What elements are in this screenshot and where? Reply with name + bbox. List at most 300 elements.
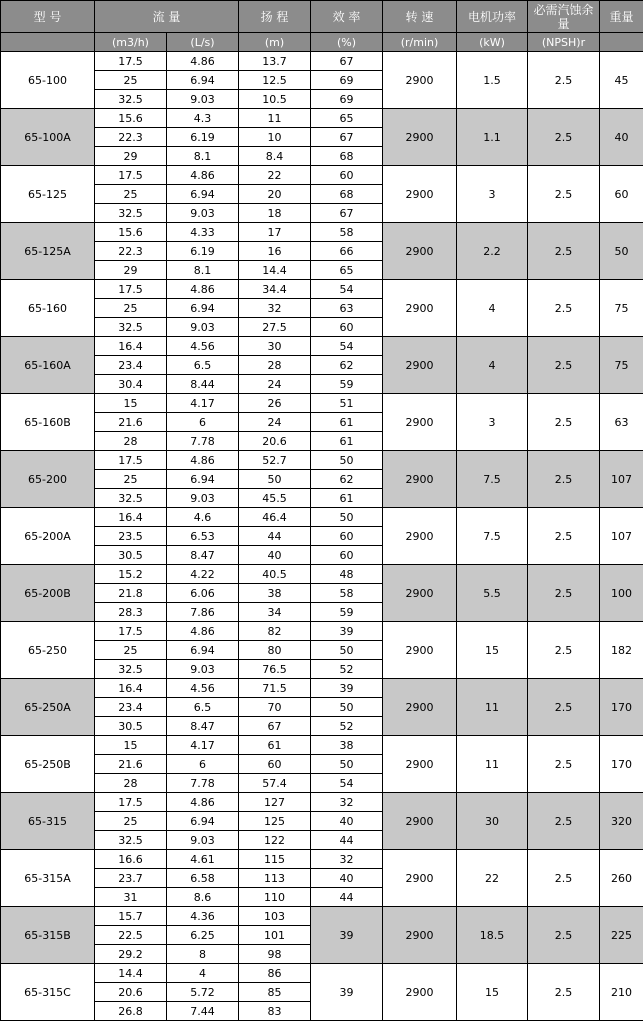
npsh-cell: 2.5 (528, 850, 600, 907)
model-name-cell: 65-250B (1, 736, 95, 793)
head-cell: 40 (239, 546, 311, 565)
table-row (1, 907, 643, 926)
head-cell: 52.7 (239, 451, 311, 470)
efficiency-cell: 50 (311, 755, 383, 774)
npsh-cell: 2.5 (528, 109, 600, 166)
flow-ls-cell: 9.03 (167, 204, 239, 223)
model-name-cell: 65-160B (1, 394, 95, 451)
npsh-cell: 2.5 (528, 565, 600, 622)
head-cell: 101 (239, 926, 311, 945)
model-name-cell: 65-250A (1, 679, 95, 736)
npsh-cell: 2.5 (528, 166, 600, 223)
efficiency-cell: 38 (311, 736, 383, 755)
flow-ls-cell: 6.25 (167, 926, 239, 945)
flow-m3h-cell: 32.5 (95, 489, 167, 508)
flow-m3h-cell: 23.5 (95, 527, 167, 546)
flow-m3h-cell: 15 (95, 394, 167, 413)
flow-m3h-cell: 17.5 (95, 166, 167, 185)
efficiency-cell: 61 (311, 489, 383, 508)
efficiency-cell: 62 (311, 356, 383, 375)
table-row (1, 679, 643, 698)
efficiency-cell: 40 (311, 869, 383, 888)
npsh-cell: 2.5 (528, 508, 600, 565)
model-group (1, 223, 643, 280)
model-group (1, 736, 643, 793)
header-efficiency: 效 率 (311, 1, 383, 33)
table-row (1, 622, 643, 641)
efficiency-cell: 59 (311, 375, 383, 394)
unit-model-blank (1, 33, 95, 52)
flow-ls-cell: 6.06 (167, 584, 239, 603)
flow-ls-cell: 8 (167, 945, 239, 964)
flow-m3h-cell: 25 (95, 812, 167, 831)
head-cell: 16 (239, 242, 311, 261)
efficiency-cell: 40 (311, 812, 383, 831)
flow-m3h-cell: 16.4 (95, 679, 167, 698)
model-name-cell: 65-315B (1, 907, 95, 964)
efficiency-cell: 68 (311, 147, 383, 166)
flow-ls-cell: 8.1 (167, 261, 239, 280)
unit-flow-m3h: (m3/h) (95, 33, 167, 52)
head-cell: 71.5 (239, 679, 311, 698)
npsh-cell: 2.5 (528, 280, 600, 337)
flow-ls-cell: 9.03 (167, 831, 239, 850)
flow-m3h-cell: 25 (95, 185, 167, 204)
table-row (1, 793, 643, 812)
npsh-cell: 2.5 (528, 679, 600, 736)
efficiency-cell: 48 (311, 565, 383, 584)
unit-efficiency: (%) (311, 33, 383, 52)
efficiency-cell: 51 (311, 394, 383, 413)
efficiency-cell: 60 (311, 527, 383, 546)
head-cell: 110 (239, 888, 311, 907)
model-group (1, 850, 643, 907)
head-cell: 14.4 (239, 261, 311, 280)
model-name-cell: 65-315C (1, 964, 95, 1021)
model-group (1, 166, 643, 223)
model-group (1, 508, 643, 565)
flow-ls-cell: 9.03 (167, 660, 239, 679)
speed-cell: 2900 (383, 223, 457, 280)
efficiency-cell: 60 (311, 166, 383, 185)
table-row (1, 166, 643, 185)
speed-cell: 2900 (383, 508, 457, 565)
npsh-cell: 2.5 (528, 964, 600, 1021)
efficiency-cell: 61 (311, 432, 383, 451)
efficiency-cell: 32 (311, 850, 383, 869)
speed-cell: 2900 (383, 793, 457, 850)
model-group (1, 679, 643, 736)
model-name-cell: 65-125 (1, 166, 95, 223)
head-cell: 26 (239, 394, 311, 413)
model-group (1, 109, 643, 166)
weight-cell: 107 (600, 508, 643, 565)
efficiency-cell: 61 (311, 413, 383, 432)
head-cell: 40.5 (239, 565, 311, 584)
efficiency-cell: 67 (311, 52, 383, 71)
flow-m3h-cell: 29.2 (95, 945, 167, 964)
weight-cell: 60 (600, 166, 643, 223)
flow-m3h-cell: 25 (95, 641, 167, 660)
speed-cell: 2900 (383, 52, 457, 109)
head-cell: 28 (239, 356, 311, 375)
head-cell: 50 (239, 470, 311, 489)
power-cell: 7.5 (457, 451, 528, 508)
flow-ls-cell: 6.94 (167, 71, 239, 90)
power-cell: 7.5 (457, 508, 528, 565)
weight-cell: 320 (600, 793, 643, 850)
unit-flow-ls: (L/s) (167, 33, 239, 52)
npsh-cell: 2.5 (528, 451, 600, 508)
flow-ls-cell: 4.22 (167, 565, 239, 584)
flow-m3h-cell: 31 (95, 888, 167, 907)
flow-m3h-cell: 21.6 (95, 755, 167, 774)
model-group (1, 451, 643, 508)
head-cell: 20.6 (239, 432, 311, 451)
flow-m3h-cell: 15 (95, 736, 167, 755)
speed-cell: 2900 (383, 451, 457, 508)
efficiency-cell: 50 (311, 508, 383, 527)
flow-ls-cell: 6.5 (167, 356, 239, 375)
speed-cell: 2900 (383, 622, 457, 679)
efficiency-cell: 67 (311, 204, 383, 223)
model-name-cell: 65-315A (1, 850, 95, 907)
flow-m3h-cell: 29 (95, 261, 167, 280)
flow-m3h-cell: 22.5 (95, 926, 167, 945)
head-cell: 103 (239, 907, 311, 926)
flow-ls-cell: 4.86 (167, 280, 239, 299)
model-name-cell: 65-160A (1, 337, 95, 394)
unit-weight-blank (600, 33, 643, 52)
efficiency-cell: 68 (311, 185, 383, 204)
table-row (1, 736, 643, 755)
flow-ls-cell: 6.53 (167, 527, 239, 546)
flow-ls-cell: 9.03 (167, 318, 239, 337)
flow-m3h-cell: 23.7 (95, 869, 167, 888)
model-name-cell: 65-200B (1, 565, 95, 622)
speed-cell: 2900 (383, 109, 457, 166)
speed-cell: 2900 (383, 736, 457, 793)
efficiency-cell: 44 (311, 888, 383, 907)
weight-cell: 170 (600, 736, 643, 793)
head-cell: 80 (239, 641, 311, 660)
head-cell: 86 (239, 964, 311, 983)
efficiency-cell: 44 (311, 831, 383, 850)
flow-ls-cell: 7.78 (167, 774, 239, 793)
head-cell: 10 (239, 128, 311, 147)
model-name-cell: 65-100 (1, 52, 95, 109)
head-cell: 34 (239, 603, 311, 622)
head-cell: 38 (239, 584, 311, 603)
weight-cell: 63 (600, 394, 643, 451)
efficiency-cell: 62 (311, 470, 383, 489)
npsh-cell: 2.5 (528, 907, 600, 964)
speed-cell: 2900 (383, 964, 457, 1021)
power-cell: 11 (457, 679, 528, 736)
flow-ls-cell: 8.6 (167, 888, 239, 907)
table-row (1, 223, 643, 242)
speed-cell: 2900 (383, 280, 457, 337)
flow-m3h-cell: 22.3 (95, 242, 167, 261)
flow-m3h-cell: 25 (95, 299, 167, 318)
head-cell: 8.4 (239, 147, 311, 166)
npsh-cell: 2.5 (528, 622, 600, 679)
flow-m3h-cell: 32.5 (95, 204, 167, 223)
flow-ls-cell: 4.86 (167, 451, 239, 470)
flow-ls-cell: 4.61 (167, 850, 239, 869)
flow-ls-cell: 6.19 (167, 242, 239, 261)
model-group (1, 280, 643, 337)
power-cell: 3 (457, 166, 528, 223)
efficiency-cell: 39 (311, 907, 383, 964)
flow-ls-cell: 8.47 (167, 546, 239, 565)
npsh-cell: 2.5 (528, 793, 600, 850)
head-cell: 46.4 (239, 508, 311, 527)
unit-power: (kW) (457, 33, 528, 52)
head-cell: 18 (239, 204, 311, 223)
weight-cell: 170 (600, 679, 643, 736)
flow-ls-cell: 4.86 (167, 622, 239, 641)
speed-cell: 2900 (383, 679, 457, 736)
flow-m3h-cell: 25 (95, 71, 167, 90)
flow-ls-cell: 7.86 (167, 603, 239, 622)
flow-m3h-cell: 21.6 (95, 413, 167, 432)
flow-ls-cell: 6 (167, 755, 239, 774)
flow-ls-cell: 6.94 (167, 641, 239, 660)
efficiency-cell: 60 (311, 318, 383, 337)
model-name-cell: 65-125A (1, 223, 95, 280)
head-cell: 67 (239, 717, 311, 736)
header-power: 电机功率 (457, 1, 528, 33)
power-cell: 2.2 (457, 223, 528, 280)
weight-cell: 40 (600, 109, 643, 166)
weight-cell: 225 (600, 907, 643, 964)
head-cell: 98 (239, 945, 311, 964)
flow-m3h-cell: 25 (95, 470, 167, 489)
table-row (1, 337, 643, 356)
efficiency-cell: 58 (311, 223, 383, 242)
flow-m3h-cell: 30.5 (95, 546, 167, 565)
model-group (1, 52, 643, 109)
efficiency-cell: 58 (311, 584, 383, 603)
head-cell: 11 (239, 109, 311, 128)
head-cell: 24 (239, 413, 311, 432)
table-row (1, 565, 643, 584)
head-cell: 45.5 (239, 489, 311, 508)
power-cell: 15 (457, 622, 528, 679)
weight-cell: 45 (600, 52, 643, 109)
head-cell: 122 (239, 831, 311, 850)
flow-m3h-cell: 16.4 (95, 337, 167, 356)
power-cell: 4 (457, 280, 528, 337)
header-head: 扬 程 (239, 1, 311, 33)
flow-m3h-cell: 17.5 (95, 52, 167, 71)
speed-cell: 2900 (383, 166, 457, 223)
table-row (1, 508, 643, 527)
head-cell: 60 (239, 755, 311, 774)
power-cell: 15 (457, 964, 528, 1021)
flow-m3h-cell: 17.5 (95, 451, 167, 470)
head-cell: 57.4 (239, 774, 311, 793)
flow-m3h-cell: 15.7 (95, 907, 167, 926)
flow-ls-cell: 8.1 (167, 147, 239, 166)
head-cell: 70 (239, 698, 311, 717)
speed-cell: 2900 (383, 337, 457, 394)
flow-m3h-cell: 28.3 (95, 603, 167, 622)
flow-m3h-cell: 32.5 (95, 318, 167, 337)
flow-ls-cell: 4.17 (167, 736, 239, 755)
speed-cell: 2900 (383, 850, 457, 907)
power-cell: 30 (457, 793, 528, 850)
model-name-cell: 65-100A (1, 109, 95, 166)
power-cell: 11 (457, 736, 528, 793)
flow-m3h-cell: 15.6 (95, 109, 167, 128)
head-cell: 27.5 (239, 318, 311, 337)
model-name-cell: 65-250 (1, 622, 95, 679)
flow-m3h-cell: 21.8 (95, 584, 167, 603)
flow-ls-cell: 6.94 (167, 185, 239, 204)
efficiency-cell: 32 (311, 793, 383, 812)
flow-ls-cell: 6.94 (167, 812, 239, 831)
table-row (1, 280, 643, 299)
unit-head: (m) (239, 33, 311, 52)
model-name-cell: 65-200A (1, 508, 95, 565)
model-name-cell: 65-160 (1, 280, 95, 337)
table-header (1, 1, 643, 52)
unit-npsh: (NPSH)r (528, 33, 600, 52)
model-group (1, 565, 643, 622)
flow-ls-cell: 4.86 (167, 793, 239, 812)
table-row (1, 964, 643, 983)
model-group (1, 394, 643, 451)
table-row (1, 109, 643, 128)
flow-m3h-cell: 30.4 (95, 375, 167, 394)
efficiency-cell: 52 (311, 660, 383, 679)
flow-ls-cell: 8.47 (167, 717, 239, 736)
flow-ls-cell: 5.72 (167, 983, 239, 1002)
weight-cell: 100 (600, 565, 643, 622)
flow-m3h-cell: 28 (95, 774, 167, 793)
flow-m3h-cell: 16.6 (95, 850, 167, 869)
table-row (1, 451, 643, 470)
power-cell: 4 (457, 337, 528, 394)
header-npsh: 必需汽蚀余量 (528, 1, 600, 33)
head-cell: 82 (239, 622, 311, 641)
weight-cell: 210 (600, 964, 643, 1021)
flow-m3h-cell: 28 (95, 432, 167, 451)
flow-ls-cell: 6.5 (167, 698, 239, 717)
flow-m3h-cell: 15.6 (95, 223, 167, 242)
weight-cell: 107 (600, 451, 643, 508)
flow-m3h-cell: 32.5 (95, 660, 167, 679)
efficiency-cell: 39 (311, 622, 383, 641)
flow-m3h-cell: 32.5 (95, 831, 167, 850)
model-name-cell: 65-315 (1, 793, 95, 850)
power-cell: 3 (457, 394, 528, 451)
efficiency-cell: 67 (311, 128, 383, 147)
power-cell: 18.5 (457, 907, 528, 964)
flow-ls-cell: 8.44 (167, 375, 239, 394)
table-row (1, 850, 643, 869)
efficiency-cell: 69 (311, 90, 383, 109)
power-cell: 1.1 (457, 109, 528, 166)
speed-cell: 2900 (383, 394, 457, 451)
flow-ls-cell: 9.03 (167, 489, 239, 508)
efficiency-cell: 54 (311, 337, 383, 356)
flow-m3h-cell: 17.5 (95, 793, 167, 812)
weight-cell: 182 (600, 622, 643, 679)
head-cell: 12.5 (239, 71, 311, 90)
flow-m3h-cell: 26.8 (95, 1002, 167, 1021)
efficiency-cell: 54 (311, 774, 383, 793)
flow-m3h-cell: 15.2 (95, 565, 167, 584)
head-cell: 20 (239, 185, 311, 204)
model-group (1, 793, 643, 850)
head-cell: 13.7 (239, 52, 311, 71)
header-speed: 转 速 (383, 1, 457, 33)
efficiency-cell: 50 (311, 698, 383, 717)
table-row (1, 52, 643, 71)
efficiency-cell: 50 (311, 451, 383, 470)
flow-ls-cell: 4.3 (167, 109, 239, 128)
flow-ls-cell: 6.58 (167, 869, 239, 888)
weight-cell: 260 (600, 850, 643, 907)
efficiency-cell: 52 (311, 717, 383, 736)
flow-ls-cell: 4.6 (167, 508, 239, 527)
flow-m3h-cell: 23.4 (95, 698, 167, 717)
flow-m3h-cell: 14.4 (95, 964, 167, 983)
flow-m3h-cell: 16.4 (95, 508, 167, 527)
efficiency-cell: 69 (311, 71, 383, 90)
weight-cell: 50 (600, 223, 643, 280)
npsh-cell: 2.5 (528, 337, 600, 394)
efficiency-cell: 60 (311, 546, 383, 565)
flow-ls-cell: 6 (167, 413, 239, 432)
head-cell: 17 (239, 223, 311, 242)
head-cell: 44 (239, 527, 311, 546)
efficiency-cell: 59 (311, 603, 383, 622)
efficiency-cell: 54 (311, 280, 383, 299)
table-row (1, 394, 643, 413)
head-cell: 83 (239, 1002, 311, 1021)
power-cell: 22 (457, 850, 528, 907)
flow-ls-cell: 4.17 (167, 394, 239, 413)
flow-m3h-cell: 30.5 (95, 717, 167, 736)
head-cell: 10.5 (239, 90, 311, 109)
model-group (1, 337, 643, 394)
flow-m3h-cell: 23.4 (95, 356, 167, 375)
head-cell: 30 (239, 337, 311, 356)
flow-m3h-cell: 17.5 (95, 280, 167, 299)
head-cell: 125 (239, 812, 311, 831)
flow-m3h-cell: 22.3 (95, 128, 167, 147)
flow-ls-cell: 4.86 (167, 166, 239, 185)
model-group (1, 964, 643, 1021)
flow-ls-cell: 7.44 (167, 1002, 239, 1021)
flow-ls-cell: 6.94 (167, 470, 239, 489)
speed-cell: 2900 (383, 907, 457, 964)
flow-m3h-cell: 17.5 (95, 622, 167, 641)
header-flow: 流 量 (95, 1, 239, 33)
header-weight: 重量 (600, 1, 643, 33)
efficiency-cell: 65 (311, 109, 383, 128)
header-model: 型 号 (1, 1, 95, 33)
head-cell: 127 (239, 793, 311, 812)
flow-m3h-cell: 29 (95, 147, 167, 166)
npsh-cell: 2.5 (528, 394, 600, 451)
speed-cell: 2900 (383, 565, 457, 622)
head-cell: 24 (239, 375, 311, 394)
